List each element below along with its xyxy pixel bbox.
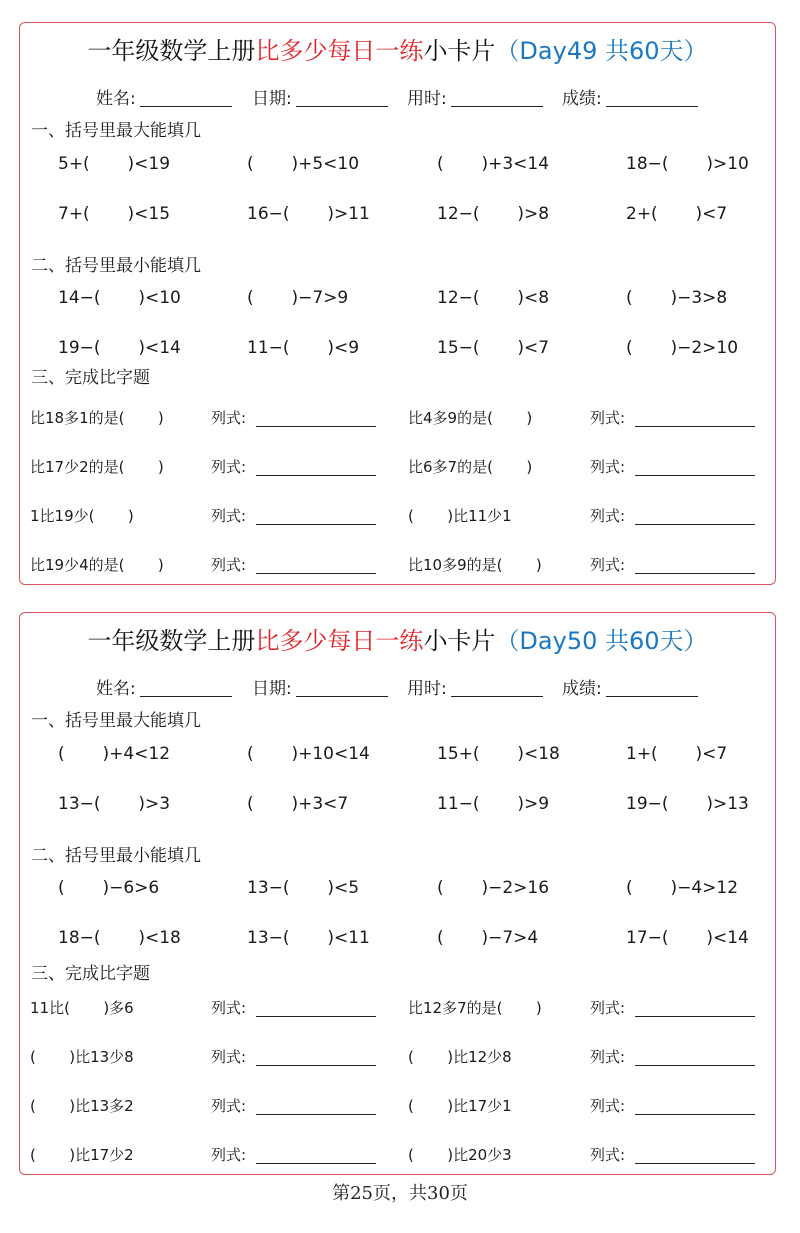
formula-answer-line[interactable]	[256, 1163, 376, 1164]
practice-card-day50	[19, 612, 776, 1175]
title-day: （Day49 共60天）	[495, 37, 708, 65]
title-card: 小卡片	[423, 37, 496, 65]
page-number-footer: 第25页，共30页	[332, 1183, 468, 1204]
min-question[interactable]: ( )−2>16	[437, 878, 550, 898]
max-question[interactable]: ( )+3<7	[247, 794, 349, 814]
date-field[interactable]	[252, 677, 388, 701]
formula-label: 列式:	[590, 458, 626, 476]
max-question[interactable]: 18−( )>10	[626, 154, 749, 174]
date-blank[interactable]	[296, 678, 388, 697]
formula-label: 列式:	[211, 999, 247, 1017]
formula-answer-line[interactable]	[256, 1065, 376, 1066]
min-question[interactable]: ( )−2>10	[626, 338, 739, 358]
time-blank[interactable]	[451, 678, 543, 697]
formula-label: 列式:	[590, 409, 626, 427]
word-question[interactable]: ( )比11少1	[408, 507, 512, 525]
formula-answer-line[interactable]	[635, 475, 755, 476]
min-question[interactable]: 13−( )<5	[247, 878, 360, 898]
word-question[interactable]: 11比( )多6	[30, 999, 134, 1017]
score-blank[interactable]	[606, 678, 698, 697]
card-title	[20, 31, 775, 71]
formula-label: 列式:	[211, 1048, 247, 1066]
word-question[interactable]: ( )比20少3	[408, 1146, 512, 1164]
formula-answer-line[interactable]	[256, 426, 376, 427]
score-field[interactable]	[562, 677, 698, 701]
name-field[interactable]	[96, 677, 232, 701]
title-grade: 一年级数学上册	[87, 37, 256, 65]
score-label: 成绩:	[562, 89, 602, 109]
date-label: 日期:	[252, 679, 292, 699]
min-question[interactable]: 11−( )<9	[247, 338, 360, 358]
min-question[interactable]: 19−( )<14	[58, 338, 181, 358]
max-question[interactable]: 1+( )<7	[626, 744, 728, 764]
student-info-row	[20, 87, 775, 111]
word-question[interactable]: ( )比12少8	[408, 1048, 512, 1066]
card-title	[20, 621, 775, 661]
formula-label: 列式:	[211, 1146, 247, 1164]
word-question[interactable]: 比18多1的是( )	[30, 409, 164, 427]
time-label: 用时:	[407, 89, 447, 109]
min-question[interactable]: 15−( )<7	[437, 338, 550, 358]
formula-answer-line[interactable]	[635, 1114, 755, 1115]
formula-label: 列式:	[211, 507, 247, 525]
name-blank[interactable]	[140, 88, 232, 107]
formula-label: 列式:	[211, 556, 247, 574]
min-question[interactable]: ( )−7>9	[247, 288, 349, 308]
min-question[interactable]: ( )−6>6	[58, 878, 160, 898]
min-question[interactable]: 14−( )<10	[58, 288, 181, 308]
section3-title: 三、完成比字题	[31, 964, 150, 984]
formula-answer-line[interactable]	[635, 573, 755, 574]
max-question[interactable]: 11−( )>9	[437, 794, 550, 814]
name-field[interactable]	[96, 87, 232, 111]
max-question[interactable]: 12−( )>8	[437, 204, 550, 224]
max-question[interactable]: 16−( )>11	[247, 204, 370, 224]
formula-answer-line[interactable]	[635, 1065, 755, 1066]
title-day: （Day50 共60天）	[495, 627, 708, 655]
formula-label: 列式:	[590, 507, 626, 525]
min-question[interactable]: ( )−7>4	[437, 928, 539, 948]
formula-label: 列式:	[211, 458, 247, 476]
max-question[interactable]: 19−( )>13	[626, 794, 749, 814]
max-question[interactable]: ( )+3<14	[437, 154, 550, 174]
formula-label: 列式:	[590, 1097, 626, 1115]
time-blank[interactable]	[451, 88, 543, 107]
max-question[interactable]: ( )+10<14	[247, 744, 370, 764]
min-question[interactable]: 17−( )<14	[626, 928, 749, 948]
min-question[interactable]: ( )−4>12	[626, 878, 739, 898]
word-question[interactable]: 比6多7的是( )	[408, 458, 533, 476]
max-question[interactable]: 2+( )<7	[626, 204, 728, 224]
word-question[interactable]: ( )比17少1	[408, 1097, 512, 1115]
formula-label: 列式:	[590, 556, 626, 574]
formula-answer-line[interactable]	[256, 475, 376, 476]
formula-answer-line[interactable]	[256, 1114, 376, 1115]
max-question[interactable]: 15+( )<18	[437, 744, 560, 764]
word-question[interactable]: 比4多9的是( )	[408, 409, 533, 427]
min-question[interactable]: 13−( )<11	[247, 928, 370, 948]
formula-label: 列式:	[211, 409, 247, 427]
formula-label: 列式:	[590, 1146, 626, 1164]
score-label: 成绩:	[562, 679, 602, 699]
word-question[interactable]: ( )比13多2	[30, 1097, 134, 1115]
name-label: 姓名:	[96, 89, 136, 109]
min-question[interactable]: ( )−3>8	[626, 288, 728, 308]
word-question[interactable]: 比12多7的是( )	[408, 999, 542, 1017]
word-question[interactable]: 比10多9的是( )	[408, 556, 542, 574]
max-question[interactable]: 7+( )<15	[58, 204, 171, 224]
word-question[interactable]: 1比19少( )	[30, 507, 134, 525]
formula-answer-line[interactable]	[256, 524, 376, 525]
time-field[interactable]	[407, 677, 543, 701]
section3-title: 三、完成比字题	[31, 368, 150, 388]
min-question[interactable]: 12−( )<8	[437, 288, 550, 308]
time-label: 用时:	[407, 679, 447, 699]
title-topic: 比多少每日一练	[255, 627, 424, 655]
name-blank[interactable]	[140, 678, 232, 697]
score-blank[interactable]	[606, 88, 698, 107]
time-field[interactable]	[407, 87, 543, 111]
formula-answer-line[interactable]	[635, 1163, 755, 1164]
formula-answer-line[interactable]	[256, 573, 376, 574]
title-grade: 一年级数学上册	[87, 627, 256, 655]
date-blank[interactable]	[296, 88, 388, 107]
practice-card-day49	[19, 22, 776, 585]
section2-title: 二、括号里最小能填几	[31, 846, 201, 866]
formula-label: 列式:	[211, 1097, 247, 1115]
section1-title: 一、括号里最大能填几	[31, 711, 201, 731]
word-question[interactable]: ( )比13少8	[30, 1048, 134, 1066]
date-label: 日期:	[252, 89, 292, 109]
word-question[interactable]: ( )比17少2	[30, 1146, 134, 1164]
max-question[interactable]: ( )+4<12	[58, 744, 171, 764]
date-field[interactable]	[252, 87, 388, 111]
formula-answer-line[interactable]	[635, 524, 755, 525]
formula-answer-line[interactable]	[256, 1016, 376, 1017]
max-question[interactable]: ( )+5<10	[247, 154, 360, 174]
section1-title: 一、括号里最大能填几	[31, 121, 201, 141]
formula-answer-line[interactable]	[635, 426, 755, 427]
word-question[interactable]: 比19少4的是( )	[30, 556, 164, 574]
section2-title: 二、括号里最小能填几	[31, 256, 201, 276]
min-question[interactable]: 18−( )<18	[58, 928, 181, 948]
student-info-row	[20, 677, 775, 701]
name-label: 姓名:	[96, 679, 136, 699]
word-question[interactable]: 比17少2的是( )	[30, 458, 164, 476]
formula-label: 列式:	[590, 1048, 626, 1066]
title-topic: 比多少每日一练	[255, 37, 424, 65]
formula-answer-line[interactable]	[635, 1016, 755, 1017]
max-question[interactable]: 5+( )<19	[58, 154, 171, 174]
title-card: 小卡片	[423, 627, 496, 655]
score-field[interactable]	[562, 87, 698, 111]
max-question[interactable]: 13−( )>3	[58, 794, 171, 814]
formula-label: 列式:	[590, 999, 626, 1017]
